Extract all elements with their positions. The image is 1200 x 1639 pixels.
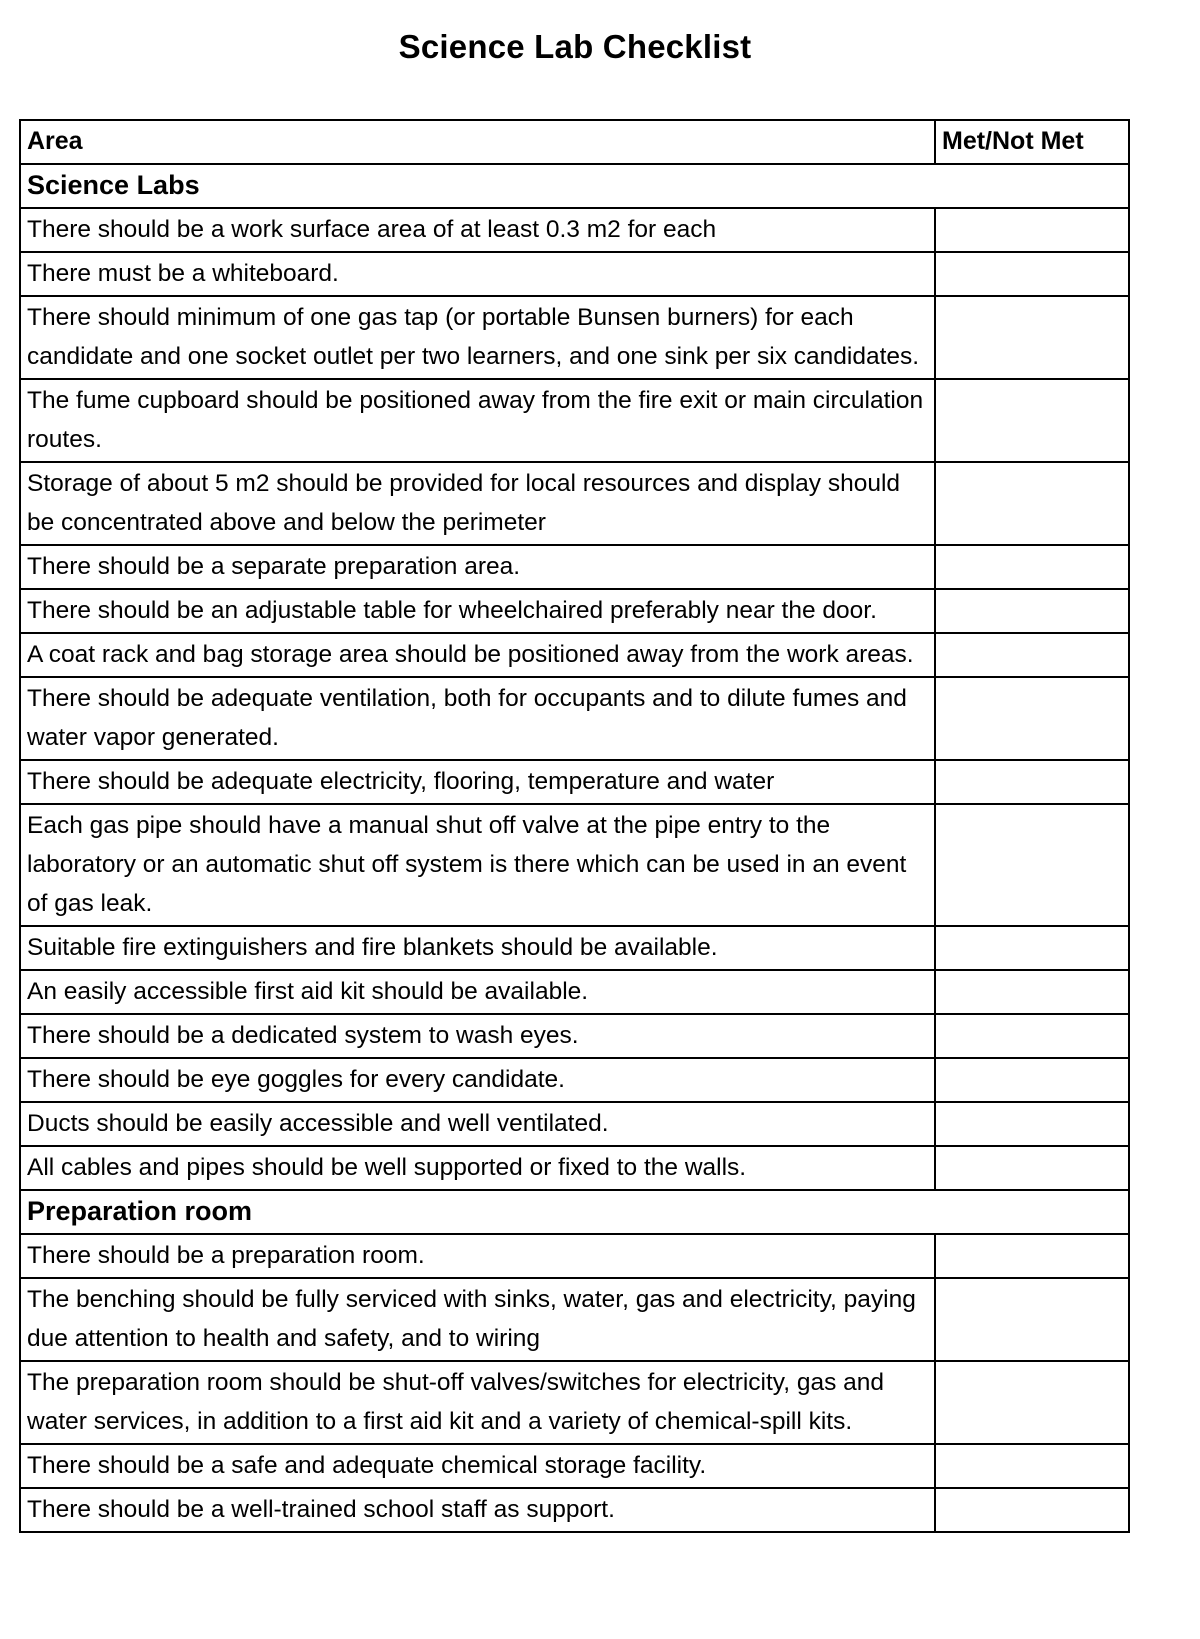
table-row	[20, 1014, 1129, 1058]
met-not-met-cell[interactable]	[935, 379, 1129, 462]
area-cell: There should be adequate ventilation, both for occupants and to dilute fumes and water vapor generated.	[20, 677, 935, 760]
section-heading: Science Labs	[20, 164, 1129, 208]
met-not-met-cell[interactable]	[935, 208, 1129, 252]
table-row	[20, 1146, 1129, 1190]
area-cell: There should be eye goggles for every candidate.	[20, 1058, 935, 1102]
area-cell: There should be a safe and adequate chemical storage facility.	[20, 1444, 935, 1488]
section-row	[20, 164, 1129, 208]
area-cell: The preparation room should be shut-off valves/switches for electricity, gas and water services, in addition to a first aid kit and a variety of chemical-spill kits.	[20, 1361, 935, 1444]
area-cell: Suitable fire extinguishers and fire blankets should be available.	[20, 926, 935, 970]
table-row	[20, 633, 1129, 677]
met-not-met-cell[interactable]	[935, 1014, 1129, 1058]
area-cell: There should be a separate preparation area.	[20, 545, 935, 589]
header-met-not-met: Met/Not Met	[935, 120, 1129, 164]
area-cell: There should be an adjustable table for wheelchaired preferably near the door.	[20, 589, 935, 633]
area-cell: There must be a whiteboard.	[20, 252, 935, 296]
met-not-met-cell[interactable]	[935, 1146, 1129, 1190]
met-not-met-cell[interactable]	[935, 1234, 1129, 1278]
area-cell: There should be adequate electricity, flooring, temperature and water	[20, 760, 935, 804]
header-area: Area	[20, 120, 935, 164]
header-row	[20, 120, 1129, 164]
table-row	[20, 379, 1129, 462]
table-row	[20, 208, 1129, 252]
table-row	[20, 926, 1129, 970]
area-cell: A coat rack and bag storage area should be positioned away from the work areas.	[20, 633, 935, 677]
met-not-met-cell[interactable]	[935, 1488, 1129, 1532]
met-not-met-cell[interactable]	[935, 1102, 1129, 1146]
table-row	[20, 677, 1129, 760]
area-cell: There should be a dedicated system to wash eyes.	[20, 1014, 935, 1058]
met-not-met-cell[interactable]	[935, 252, 1129, 296]
area-cell: All cables and pipes should be well supported or fixed to the walls.	[20, 1146, 935, 1190]
met-not-met-cell[interactable]	[935, 1278, 1129, 1361]
table-row	[20, 252, 1129, 296]
met-not-met-cell[interactable]	[935, 804, 1129, 926]
table-row	[20, 1278, 1129, 1361]
table-row	[20, 296, 1129, 379]
met-not-met-cell[interactable]	[935, 589, 1129, 633]
table-row	[20, 462, 1129, 545]
met-not-met-cell[interactable]	[935, 633, 1129, 677]
met-not-met-cell[interactable]	[935, 677, 1129, 760]
area-cell: An easily accessible first aid kit should be available.	[20, 970, 935, 1014]
met-not-met-cell[interactable]	[935, 296, 1129, 379]
table-row	[20, 545, 1129, 589]
area-cell: Storage of about 5 m2 should be provided for local resources and display should be concentrated above and below the perimeter	[20, 462, 935, 545]
area-cell: Each gas pipe should have a manual shut off valve at the pipe entry to the laboratory or an automatic shut off system is there which can be used in an event of gas leak.	[20, 804, 935, 926]
met-not-met-cell[interactable]	[935, 1444, 1129, 1488]
table-row	[20, 970, 1129, 1014]
table-row	[20, 1234, 1129, 1278]
area-cell: There should minimum of one gas tap (or portable Bunsen burners) for each candidate and one socket outlet per two learners, and one sink per six candidates.	[20, 296, 935, 379]
table-row	[20, 1058, 1129, 1102]
checklist-body	[20, 164, 1129, 1532]
section-row	[20, 1190, 1129, 1234]
area-cell: There should be a preparation room.	[20, 1234, 935, 1278]
table-row	[20, 760, 1129, 804]
met-not-met-cell[interactable]	[935, 462, 1129, 545]
table-row	[20, 804, 1129, 926]
table-row	[20, 1488, 1129, 1532]
area-cell: There should be a well-trained school staff as support.	[20, 1488, 935, 1532]
table-row	[20, 1444, 1129, 1488]
table-row	[20, 589, 1129, 633]
met-not-met-cell[interactable]	[935, 545, 1129, 589]
met-not-met-cell[interactable]	[935, 1058, 1129, 1102]
met-not-met-cell[interactable]	[935, 970, 1129, 1014]
section-heading: Preparation room	[20, 1190, 1129, 1234]
area-cell: There should be a work surface area of at least 0.3 m2 for each	[20, 208, 935, 252]
area-cell: Ducts should be easily accessible and well ventilated.	[20, 1102, 935, 1146]
met-not-met-cell[interactable]	[935, 1361, 1129, 1444]
table-row	[20, 1102, 1129, 1146]
area-cell: The fume cupboard should be positioned away from the fire exit or main circulation routes.	[20, 379, 935, 462]
page-title: Science Lab Checklist	[398, 28, 752, 65]
table-row	[20, 1361, 1129, 1444]
checklist-table	[19, 119, 1130, 1533]
area-cell: The benching should be fully serviced with sinks, water, gas and electricity, paying due attention to health and safety, and to wiring	[20, 1278, 935, 1361]
met-not-met-cell[interactable]	[935, 926, 1129, 970]
met-not-met-cell[interactable]	[935, 760, 1129, 804]
